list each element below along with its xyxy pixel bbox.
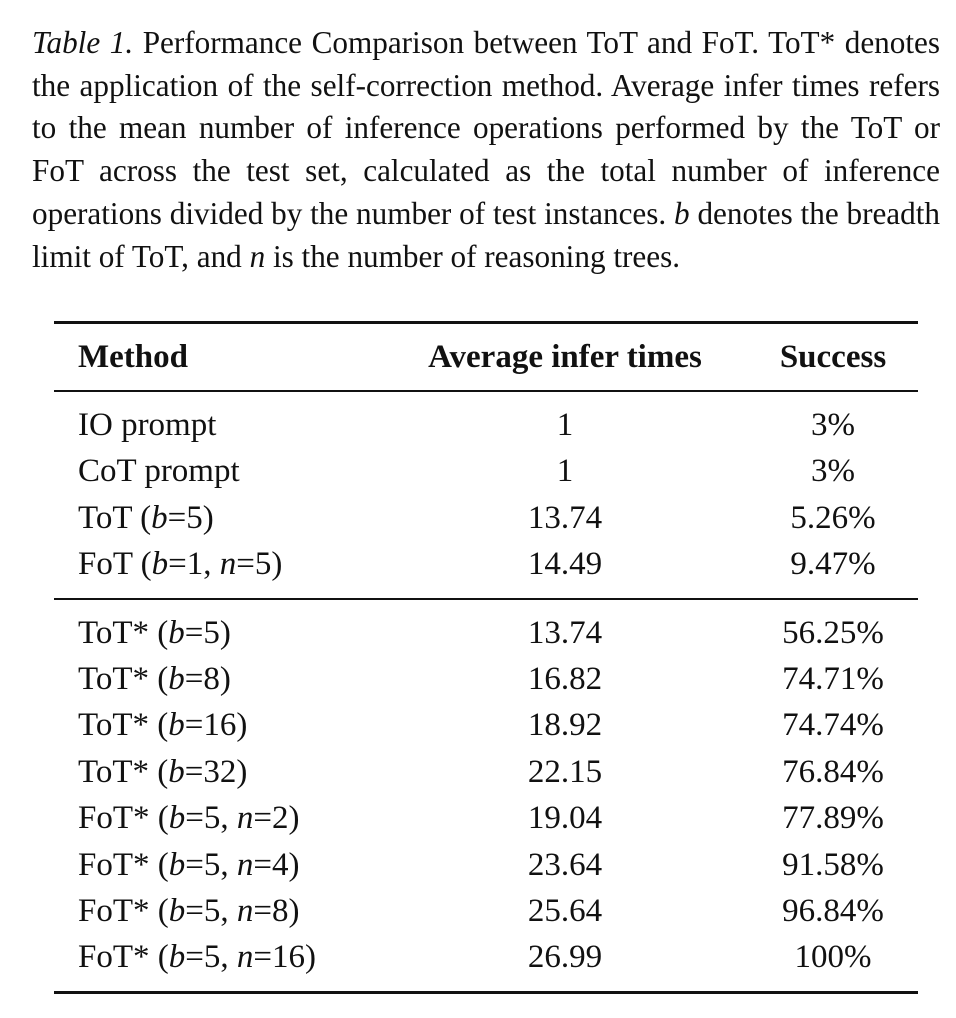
caption-text: Performance Comparison between ToT and FoT. ToT* denotes the application of the self-correction method. Average infer times refers to the mean number of inference operations performed by the ToT or FoT across the test set, calculated as the total number of inference operations divided by the number of test instances. <box>32 25 941 231</box>
cell-success: 76.84% <box>782 753 884 790</box>
table-row <box>54 656 918 702</box>
cell-method: FoT* (b=5, n=16) <box>78 939 316 976</box>
table-row <box>54 888 918 934</box>
cell-success: 100% <box>794 939 872 976</box>
table-row <box>54 934 918 980</box>
cell-success: 77.89% <box>782 800 884 837</box>
cell-success: 9.47% <box>790 546 876 583</box>
header-success: Success <box>779 339 887 375</box>
cell-infer-times: 26.99 <box>527 939 603 976</box>
table-header-row <box>54 324 918 390</box>
cell-method: ToT (b=5) <box>78 499 214 536</box>
cell-infer-times: 25.64 <box>527 892 603 929</box>
cell-success: 96.84% <box>782 892 884 929</box>
cell-success: 74.74% <box>782 707 884 744</box>
cell-infer-times: 1 <box>556 407 574 443</box>
caption-var-b: b <box>674 195 690 231</box>
header-infer-times: Average infer times <box>428 339 702 375</box>
cell-method: ToT* (b=5) <box>78 614 231 651</box>
cell-infer-times: 13.74 <box>527 499 603 536</box>
bottom-rule <box>54 991 918 994</box>
cell-method: FoT* (b=5, n=2) <box>78 800 300 837</box>
caption-text: denotes the breadth limit of ToT, and <box>32 195 941 274</box>
cell-success: 3% <box>811 407 855 443</box>
header-method: Method <box>78 339 188 375</box>
table-row <box>54 842 918 888</box>
cell-infer-times: 13.74 <box>527 614 603 651</box>
cell-success: 56.25% <box>782 614 884 651</box>
cell-success: 3% <box>811 453 855 490</box>
cell-method: FoT (b=1, n=5) <box>78 546 283 583</box>
caption-label: Table 1. <box>32 25 134 60</box>
table-row <box>54 749 918 795</box>
cell-method: FoT* (b=5, n=4) <box>78 846 300 883</box>
results-table <box>54 321 918 994</box>
cell-method: ToT* (b=32) <box>78 753 248 790</box>
table-row <box>54 402 918 448</box>
caption-text: is the number of reasoning trees. <box>265 238 681 274</box>
table-group-self-correction <box>54 600 918 991</box>
cell-method: ToT* (b=16) <box>78 707 248 744</box>
table-row <box>54 541 918 587</box>
caption-var-n: n <box>249 238 266 274</box>
cell-method: ToT* (b=8) <box>78 660 231 697</box>
cell-success: 74.71% <box>782 660 884 697</box>
cell-infer-times: 18.92 <box>527 707 603 744</box>
cell-infer-times: 23.64 <box>527 846 603 883</box>
cell-success: 5.26% <box>790 499 876 536</box>
table-row <box>54 702 918 748</box>
cell-infer-times: 1 <box>556 453 574 490</box>
table-caption <box>32 22 940 278</box>
cell-method: CoT prompt <box>78 453 240 490</box>
cell-method: IO prompt <box>78 407 217 443</box>
table-row <box>54 795 918 841</box>
cell-infer-times: 14.49 <box>527 546 603 583</box>
cell-infer-times: 19.04 <box>527 800 603 837</box>
table-row <box>54 495 918 541</box>
cell-success: 91.58% <box>782 846 884 883</box>
table-group-baseline <box>54 392 918 598</box>
table-row <box>54 448 918 494</box>
cell-infer-times: 22.15 <box>527 753 603 790</box>
table-row <box>54 610 918 656</box>
cell-infer-times: 16.82 <box>527 660 603 697</box>
cell-method: FoT* (b=5, n=8) <box>78 892 300 929</box>
